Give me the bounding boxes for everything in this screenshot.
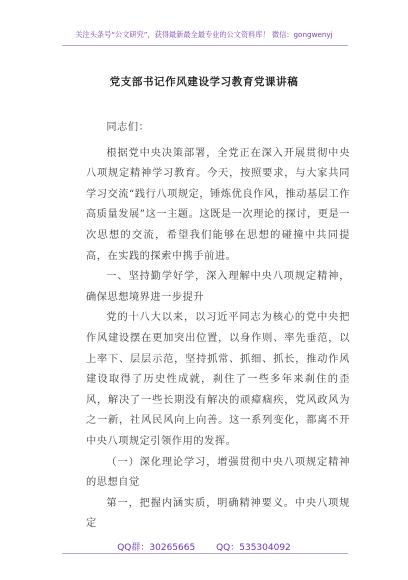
- body-paragraph: 第一，把握内涵实质，明确精神要义。中央八项规定: [86, 497, 350, 530]
- subsection-heading: （一）深化理论学习，增强贯彻中央八项规定精神的思想自觉: [86, 456, 350, 489]
- footer-qq-group: QQ群：30265665: [117, 543, 196, 553]
- header-divider: [62, 45, 348, 46]
- document-title: 党支部书记作风建设学习教育党课讲稿: [109, 76, 299, 88]
- section-heading: 一、坚持勤学好学，深入理解中央八项规定精神，确保思想境界进一步提升: [86, 271, 350, 303]
- footer-qq: QQ：535304092: [216, 543, 291, 553]
- document-body: [86, 118, 350, 535]
- body-paragraph: 根据党中央决策部署，全党正在深入开展贯彻中央八项规定精神学习教育。今天，按照要求，与大家共同学习交流“践行八项规定，锤炼优良作风，推动基层工作高质量发展”这一主题。这既是一次理论的探讨，更是一次思想的交流，希望我们能够在思想的碰撞中共同提高，在实践的探索中携手前进。: [86, 147, 350, 262]
- body-paragraph: 党的十八大以来，以习近平同志为核心的党中央把作风建设摆在更加突出位置，以身作则、率先垂范，以上率下、层层示范，坚持抓常、抓细、抓长，推动作风建设取得了历史性成就，刹住了一些多年来刹住的歪风，解决了一些长期没有解决的顽瘴痼疾，党风政风为之一新，社风民风向上向善。这一系列变化，都离不开中央八项规定引领作用的发挥。: [86, 312, 350, 447]
- salutation: 同志们：: [106, 122, 150, 133]
- footer-divider: [62, 553, 348, 554]
- header-promo-text: 关注头条号“公文研究”，获得最新最全最专业的公文资料库！ 微信：gongwenyj: [75, 30, 333, 39]
- footer-contacts: [0, 540, 408, 553]
